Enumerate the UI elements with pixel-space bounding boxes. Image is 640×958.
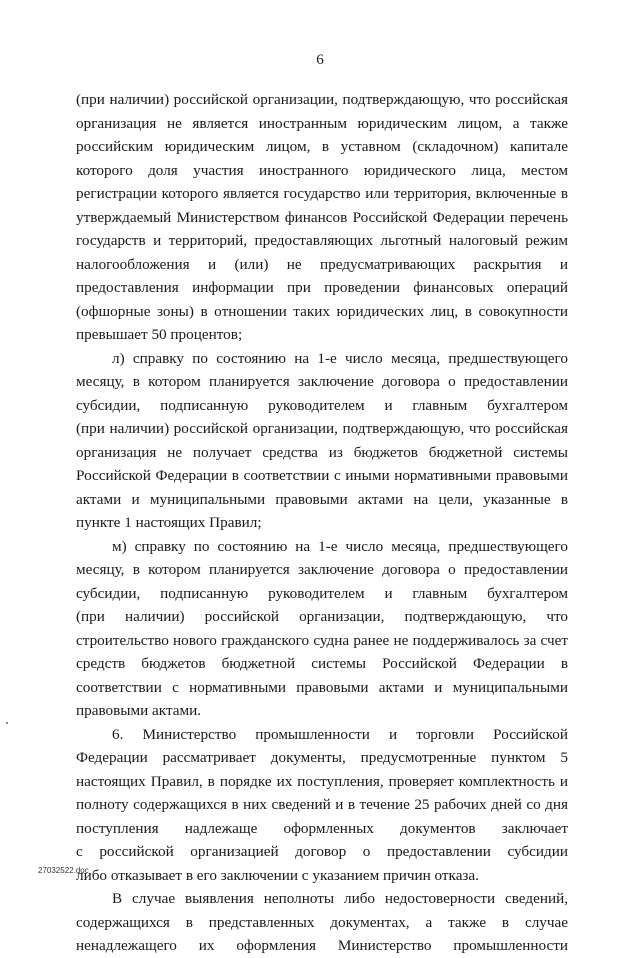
text-line: (при наличии) российской организации, подтверждающую, что российская — [76, 420, 568, 437]
text-line: либо отказывает в его заключении с указанием причин отказа. — [76, 866, 479, 884]
text-line: месяцу, в котором планируется заключение договора о предоставлении — [76, 373, 568, 390]
text-line: ненадлежащего их оформления Министерство промышленности — [76, 937, 568, 954]
text-line: с российской организацией договор о предоставлении субсидии — [76, 843, 568, 860]
text-line: организация не получает средства из бюджетов бюджетной системы — [76, 443, 568, 461]
text-line: средств бюджетов бюджетной системы Российской Федерации в — [76, 655, 568, 672]
body-text — [76, 88, 568, 958]
text-line: л) справку по состоянию на 1-е число месяца, предшествующего — [112, 349, 568, 367]
text-line: утверждаемый Министерством финансов Российской Федерации перечень — [76, 208, 568, 226]
text-line: настоящих Правил, в порядке их поступления, проверяет комплектность и — [76, 772, 568, 790]
text-line: Российской Федерации в соответствии с иными нормативными правовыми — [76, 467, 568, 484]
text-line: государств и территорий, предоставляющих льготный налоговый режим — [76, 232, 568, 249]
text-line: соответствии с нормативными правовыми актами и муниципальными — [76, 678, 568, 696]
text-line: содержащихся в представленных документах, а также в случае — [76, 913, 568, 931]
text-line: строительство нового гражданского судна ранее не поддерживалось за счет — [76, 631, 568, 649]
text-line: (при наличии) российской организации, подтверждающую, что — [76, 608, 568, 625]
file-name-footer: 27032522.doc — [38, 866, 89, 875]
text-line: предоставления информации при проведении финансовых операций — [76, 279, 568, 296]
text-line: правовыми актами. — [76, 702, 202, 719]
text-line: российским юридическим лицом, в уставном (складочном) капитале — [76, 138, 568, 155]
text-line: актами и муниципальными правовыми актами на цели, указанные в — [76, 490, 568, 508]
scan-speck — [6, 722, 8, 724]
text-line: которого доля участия иностранного юридического лица, местом — [76, 161, 568, 179]
text-line: регистрации которого является государство или территория, включенные в — [76, 185, 568, 202]
text-line: Федерации рассматривает документы, предусмотренные пунктом 5 — [76, 749, 568, 766]
text-line: организация не является иностранным юридическим лицом, а также — [76, 114, 568, 132]
text-line: В случае выявления неполноты либо недостоверности сведений, — [112, 890, 568, 907]
text-line: превышает 50 процентов; — [76, 326, 243, 343]
text-line: налогообложения и (или) не предусматривающих раскрытия и — [76, 255, 568, 273]
text-line: полноту содержащихся в них сведений и в течение 25 рабочих дней со дня — [76, 796, 568, 813]
text-line: 6. Министерство промышленности и торговли Российской — [112, 725, 568, 743]
text-line: пункте 1 настоящих Правил; — [76, 514, 262, 531]
page-number: 6 — [316, 52, 324, 68]
text-line: (офшорные зоны) в отношении таких юридических лиц, в совокупности — [76, 302, 568, 320]
text-line: субсидии, подписанную руководителем и главным бухгалтером — [76, 584, 568, 602]
text-line: (при наличии) российской организации, подтверждающую, что российская — [76, 91, 568, 108]
text-line: месяцу, в котором планируется заключение договора о предоставлении — [76, 561, 568, 578]
text-line: субсидии, подписанную руководителем и главным бухгалтером — [76, 396, 568, 414]
text-line: поступления надлежаще оформленных документов заключает — [76, 819, 568, 837]
text-line: м) справку по состоянию на 1-е число месяца, предшествующего — [112, 537, 568, 555]
